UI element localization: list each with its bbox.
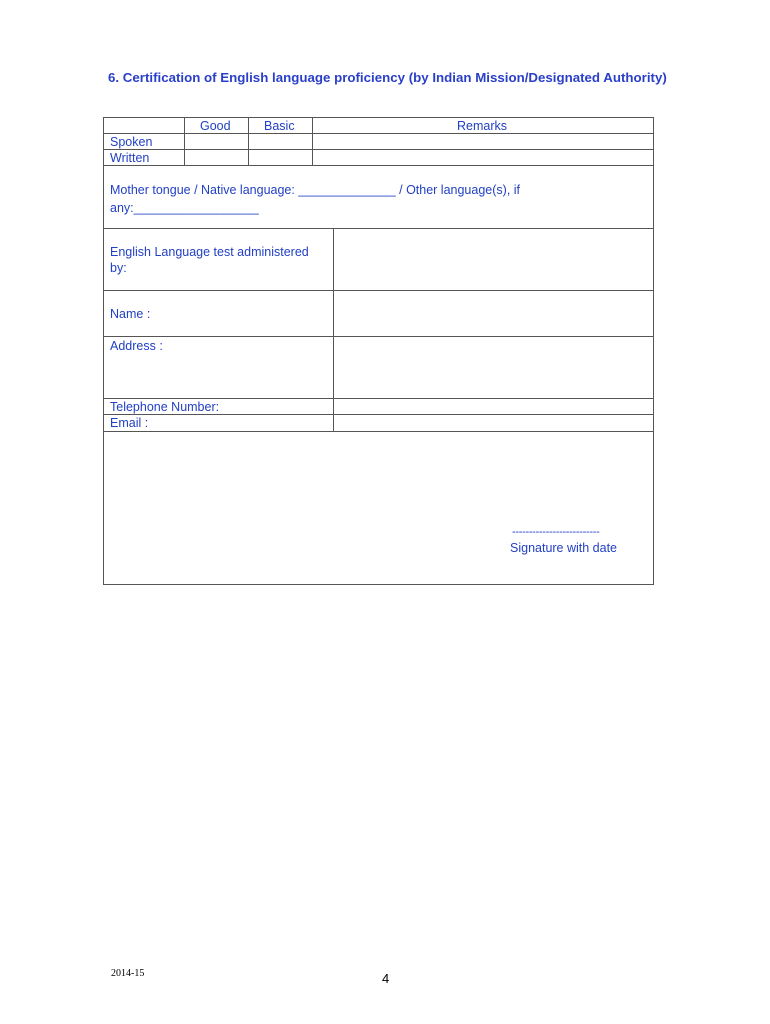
written-basic-cell[interactable]: [249, 150, 311, 165]
spoken-good-cell[interactable]: [185, 134, 247, 149]
header-good: Good: [200, 119, 231, 133]
row-label-spoken: Spoken: [110, 135, 153, 149]
language-line-1: Mother tongue / Native language: ______________ / Other language(s), if: [110, 183, 521, 197]
language-line-2: any:__________________: [110, 201, 259, 215]
row-label-written: Written: [110, 151, 150, 165]
written-good-cell[interactable]: [185, 150, 247, 165]
administered-by-label-2: by:: [110, 261, 127, 275]
administered-by-label: English Language test administered: [110, 245, 309, 259]
footer-year: 2014-15: [111, 968, 145, 979]
header-basic: Basic: [264, 119, 295, 133]
email-field[interactable]: [334, 415, 653, 431]
written-remarks-cell[interactable]: [313, 150, 653, 165]
name-field[interactable]: [334, 291, 653, 336]
signature-line: --------------------------: [512, 526, 600, 538]
spoken-remarks-cell[interactable]: [313, 134, 653, 149]
signature-label: Signature with date: [510, 541, 618, 555]
telephone-label: Telephone Number:: [110, 400, 220, 414]
page-number: 4: [382, 971, 390, 986]
administered-by-field[interactable]: [334, 229, 653, 290]
email-label: Email :: [110, 416, 149, 430]
address-field[interactable]: [334, 337, 653, 398]
telephone-field[interactable]: [334, 399, 653, 414]
name-label: Name :: [110, 307, 151, 321]
address-label: Address :: [110, 339, 163, 353]
section-title: 6. Certification of English language proficiency (by Indian Mission/Designated Authority): [108, 70, 667, 85]
spoken-basic-cell[interactable]: [249, 134, 311, 149]
signature-section: [103, 431, 654, 585]
header-remarks: Remarks: [457, 119, 508, 133]
